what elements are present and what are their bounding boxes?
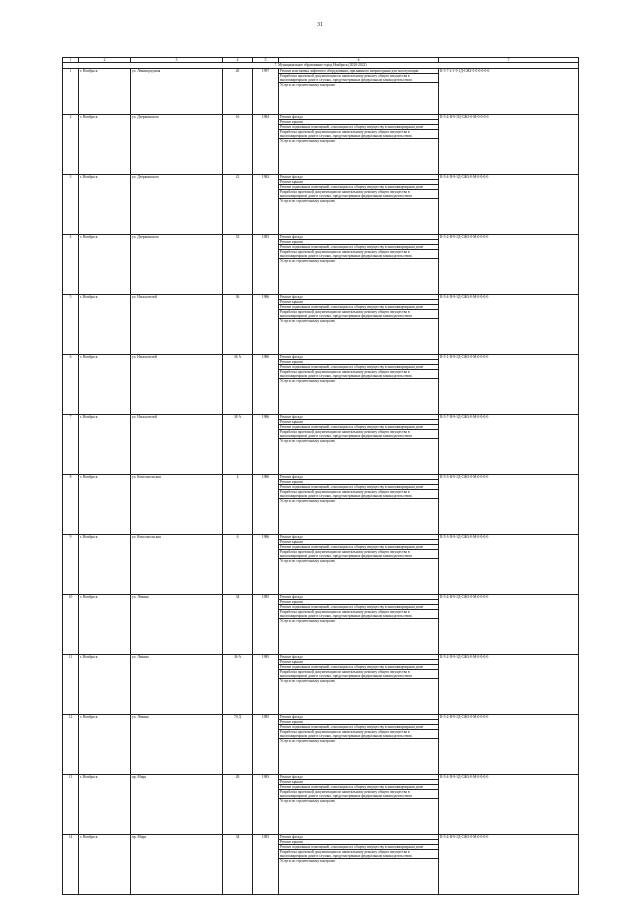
house-number-cell: 28: [223, 775, 253, 835]
city-cell: г. Ноябрьск: [79, 715, 131, 775]
work-item-row: [279, 125, 438, 130]
table-row: [63, 415, 579, 475]
works-list: [279, 535, 438, 564]
code-cell: II-5-3-II-9-1Д-СЖЗ-0-М-0-0-0-0: [439, 535, 579, 595]
work-item: Разработка проектной документации по капитальному ремонту общего имущества в многоквартирном доме в случаях, предусмотренных федеральным законодательством: [279, 790, 438, 799]
work-item: Ремонт крыши: [279, 660, 438, 665]
works-cell: [279, 295, 439, 355]
work-item-row: [279, 319, 438, 324]
work-item: Ремонт крыши: [279, 180, 438, 185]
work-item: Услуги по строительному контролю: [280, 619, 336, 624]
work-item: Ремонт фасада: [279, 595, 438, 600]
work-item-row: [279, 785, 438, 790]
street-cell: пр. Мира: [131, 775, 223, 835]
column-number: 2: [79, 58, 131, 63]
table-row: [63, 475, 579, 535]
year-built-cell: 1986: [253, 475, 279, 535]
table: [62, 57, 579, 895]
works-list: [279, 475, 438, 504]
column-number: 6: [279, 58, 439, 63]
code-cell: II-5-2-II-9-1Д-СЖЗ-0-М-0-0-0-0: [439, 235, 579, 295]
work-item: Услуги по строительному контролю: [280, 379, 336, 384]
work-item: Ремонт фасада: [279, 715, 438, 720]
works-list: [279, 69, 438, 87]
work-item-row: [279, 425, 438, 430]
work-item: Ремонт фасада: [279, 295, 438, 300]
work-item: Ремонт фасада: [279, 115, 438, 120]
code-cell: II-5-1-II-9-1Д-СЖЗ-0-М-0-0-0-0: [439, 355, 579, 415]
table-row: [63, 69, 579, 115]
work-item: Разработка проектной документации по капитальному ремонту общего имущества в многоквартирном доме в случаях, предусмотренных федеральным законодательством: [279, 670, 438, 679]
works-cell: [279, 715, 439, 775]
code-cell: II-5-4-II-9-1Д-СЖЗ-0-М-0-0-0-0: [439, 175, 579, 235]
work-item-row: [279, 499, 438, 504]
works-cell: [279, 835, 439, 895]
house-number-cell: 6: [223, 535, 253, 595]
work-item: Разработка проектной документации по капитальному ремонту общего имущества в многоквартирном доме в случаях, предусмотренных федеральным законодательством: [279, 250, 438, 259]
work-item: Услуги по строительному контролю: [280, 199, 336, 204]
work-item-row: [279, 74, 438, 83]
code-cell: II-5-7-II-9-1Д-СЖЗ-0-М-0-0-0-0: [439, 415, 579, 475]
work-item: Ремонт крыши: [279, 600, 438, 605]
works-cell: [279, 115, 439, 175]
column-number: 3: [131, 58, 223, 63]
code-cell: II-5-2-II-9-1Д-СЖЗ-0-М-0-0-0-0: [439, 655, 579, 715]
works-cell: [279, 595, 439, 655]
row-number-cell: 10: [63, 595, 79, 655]
work-item: Услуги по строительному контролю: [280, 83, 336, 88]
work-item: Разработка проектной документации по капитальному ремонту общего имущества в многоквартирном доме в случаях, предусмотренных федеральным законодательством: [279, 730, 438, 739]
work-item: Разработка проектной документации по капитальному ремонту общего имущества в многоквартирном доме в случаях, предусмотренных федеральным законодательством: [279, 850, 438, 859]
city-cell: г. Ноябрьск: [79, 595, 131, 655]
work-item: Ремонт или замена лифтового оборудования, признанного непригодным для эксплуатации: [279, 69, 438, 74]
work-item-row: [279, 550, 438, 559]
work-item-row: [279, 610, 438, 619]
code-cell: II-5-4-II-9-1Д-СЖЗ-0-М-0-0-0-0: [439, 835, 579, 895]
work-item: Ремонт подвальных помещений, относящихся к общему имуществу в многоквартирном доме: [279, 125, 438, 130]
works-cell: [279, 475, 439, 535]
work-item: Ремонт крыши: [279, 780, 438, 785]
work-item: Разработка проектной документации по капитальному ремонту общего имущества в многоквартирном доме в случаях, предусмотренных федеральным законодательством: [279, 490, 438, 499]
work-item-row: [279, 365, 438, 370]
work-item: Ремонт крыши: [279, 240, 438, 245]
year-built-cell: 1982: [253, 175, 279, 235]
work-item: Услуги по строительному контролю: [280, 259, 336, 264]
row-number-cell: 1: [63, 69, 79, 115]
work-item: Ремонт подвальных помещений, относящихся к общему имуществу в многоквартирном доме: [279, 785, 438, 790]
row-number-cell: 12: [63, 715, 79, 775]
row-number-cell: 7: [63, 415, 79, 475]
work-item-row: [279, 190, 438, 199]
year-built-cell: 1986: [253, 355, 279, 415]
row-number-cell: 9: [63, 535, 79, 595]
repair-program-table: [62, 57, 578, 895]
city-cell: г. Ноябрьск: [79, 355, 131, 415]
code-cell: II-5-4-II-9-1Ц-СЖЗ-0-М-0-0-0-0: [439, 115, 579, 175]
city-cell: г. Ноябрьск: [79, 295, 131, 355]
work-item-row: [279, 490, 438, 499]
works-list: [279, 115, 438, 144]
work-item: Ремонт фасада: [279, 475, 438, 480]
row-number-cell: 5: [63, 295, 79, 355]
house-number-cell: 34: [223, 835, 253, 895]
works-list: [279, 235, 438, 264]
work-item-row: [279, 679, 438, 684]
house-number-cell: 20: [223, 69, 253, 115]
work-item-row: [279, 185, 438, 190]
year-built-cell: 1986: [253, 415, 279, 475]
house-number-cell: 36: [223, 295, 253, 355]
street-cell: ул. Изыскателей: [131, 355, 223, 415]
street-cell: ул. Дзержинского: [131, 235, 223, 295]
work-item: Разработка проектной документации по капитальному ремонту общего имущества в многоквартирном доме в случаях, предусмотренных федеральным законодательством: [279, 130, 438, 139]
row-number-cell: 4: [63, 235, 79, 295]
row-number-cell: 13: [63, 775, 79, 835]
street-cell: ул. Изыскателей: [131, 415, 223, 475]
work-item: Услуги по строительному контролю: [280, 679, 336, 684]
work-item: Ремонт крыши: [279, 420, 438, 425]
work-item: Ремонт крыши: [279, 840, 438, 845]
works-cell: [279, 415, 439, 475]
street-cell: ул. Дзержинского: [131, 115, 223, 175]
work-item: Услуги по строительному контролю: [280, 559, 336, 564]
works-cell: [279, 655, 439, 715]
work-item-row: [279, 559, 438, 564]
work-item-row: [279, 310, 438, 319]
row-number-cell: 8: [63, 475, 79, 535]
work-item: Ремонт подвальных помещений, относящихся к общему имуществу в многоквартирном доме: [279, 425, 438, 430]
work-item: Ремонт подвальных помещений, относящихся к общему имуществу в многоквартирном доме: [279, 725, 438, 730]
works-list: [279, 355, 438, 384]
work-item-row: [279, 665, 438, 670]
works-list: [279, 415, 438, 444]
works-list: [279, 295, 438, 324]
year-built-cell: 1985: [253, 655, 279, 715]
works-cell: [279, 235, 439, 295]
work-item: Ремонт подвальных помещений, относящихся к общему имуществу в многоквартирном доме: [279, 185, 438, 190]
work-item-row: [279, 545, 438, 550]
house-number-cell: 70 Д: [223, 715, 253, 775]
table-row: [63, 775, 579, 835]
work-item: Ремонт подвальных помещений, относящихся к общему имуществу в многоквартирном доме: [279, 665, 438, 670]
work-item-row: [279, 619, 438, 624]
work-item-row: [279, 850, 438, 859]
works-list: [279, 775, 438, 804]
city-cell: г. Ноябрьск: [79, 835, 131, 895]
work-item: Услуги по строительному контролю: [280, 799, 336, 804]
work-item: Ремонт подвальных помещений, относящихся к общему имуществу в многоквартирном доме: [279, 245, 438, 250]
work-item: Разработка проектной документации по капитальному ремонту общего имущества в многоквартирном доме в случаях, предусмотренных федеральным законодательством: [279, 550, 438, 559]
work-item: Ремонт подвальных помещений, относящихся к общему имуществу в многоквартирном доме: [279, 485, 438, 490]
work-item: Ремонт фасада: [279, 655, 438, 660]
code-cell: II-5-4-II-9-1Д-СЖЗ-0-М-0-0-0-0: [439, 595, 579, 655]
street-cell: ул. Ленина: [131, 655, 223, 715]
street-cell: ул. Ленина: [131, 595, 223, 655]
house-number-cell: 36 А: [223, 655, 253, 715]
works-cell: [279, 355, 439, 415]
city-cell: г. Ноябрьск: [79, 175, 131, 235]
work-item-row: [279, 725, 438, 730]
code-cell: II-5-4-II-9-1Д-СЖЗ-0-М-0-0-0-0: [439, 775, 579, 835]
work-item: Ремонт фасада: [279, 775, 438, 780]
work-item-row: [279, 83, 438, 88]
year-built-cell: 1984: [253, 115, 279, 175]
works-list: [279, 655, 438, 684]
city-cell: г. Ноябрьск: [79, 115, 131, 175]
works-list: [279, 175, 438, 204]
work-item: Ремонт фасада: [279, 835, 438, 840]
work-item-row: [279, 845, 438, 850]
work-item: Разработка проектной документации по капитальному ремонту общего имущества в многоквартирном доме в случаях, предусмотренных федеральным законодательством: [279, 370, 438, 379]
year-built-cell: 1997: [253, 69, 279, 115]
year-built-cell: 1983: [253, 235, 279, 295]
work-item: Ремонт подвальных помещений, относящихся к общему имуществу в многоквартирном доме: [279, 305, 438, 310]
column-number: 7: [439, 58, 579, 63]
house-number-cell: 21: [223, 175, 253, 235]
code-cell: II-5-7-2-1-9-1Д-СЖЗ-5-0-0-0-0-0: [439, 69, 579, 115]
work-item-row: [279, 739, 438, 744]
street-cell: ул. Дзержинского: [131, 175, 223, 235]
work-item-row: [279, 259, 438, 264]
work-item: Ремонт крыши: [279, 480, 438, 485]
city-cell: г. Ноябрьск: [79, 775, 131, 835]
work-item-row: [279, 69, 438, 74]
column-number: 5: [253, 58, 279, 63]
work-item: Ремонт подвальных помещений, относящихся к общему имуществу в многоквартирном доме: [279, 605, 438, 610]
house-number-cell: 36 А: [223, 355, 253, 415]
house-number-cell: 33: [223, 235, 253, 295]
table-row: [63, 535, 579, 595]
work-item: Услуги по строительному контролю: [280, 319, 336, 324]
year-built-cell: 1985: [253, 715, 279, 775]
work-item: Разработка проектной документации по капитальному ремонту общего имущества в многоквартирном доме в случаях, предусмотренных федеральным законодательством: [279, 610, 438, 619]
work-item: Ремонт фасада: [279, 235, 438, 240]
work-item: Ремонт подвальных помещений, относящихся к общему имуществу в многоквартирном доме: [279, 845, 438, 850]
year-built-cell: 1983: [253, 835, 279, 895]
work-item-row: [279, 430, 438, 439]
work-item: Ремонт крыши: [279, 720, 438, 725]
table-row: [63, 595, 579, 655]
city-cell: г. Ноябрьск: [79, 69, 131, 115]
work-item: Ремонт подвальных помещений, относящихся к общему имуществу в многоквартирном доме: [279, 365, 438, 370]
code-cell: II-5-4-II-9-1Д-СЖЗ-0-М-0-0-0-0: [439, 295, 579, 355]
street-cell: ул. Комсомольская: [131, 535, 223, 595]
region-title: 7. Муниципальное образование город Ноябрьск (2020-2022): [63, 63, 579, 69]
works-cell: [279, 775, 439, 835]
work-item: Услуги по строительному контролю: [280, 499, 336, 504]
table-row: [63, 235, 579, 295]
work-item: Ремонт фасада: [279, 175, 438, 180]
works-cell: [279, 175, 439, 235]
work-item: Ремонт крыши: [279, 540, 438, 545]
table-row: [63, 835, 579, 895]
work-item-row: [279, 379, 438, 384]
works-cell: [279, 69, 439, 115]
house-number-cell: 16: [223, 115, 253, 175]
street-cell: ул. Ленина: [131, 715, 223, 775]
code-cell: II-5-2-II-9-1Д-СЖЗ-0-М-0-0-0-0: [439, 715, 579, 775]
street-cell: ул. Комсомольская: [131, 475, 223, 535]
row-number-cell: 2: [63, 115, 79, 175]
work-item-row: [279, 605, 438, 610]
row-number-cell: 3: [63, 175, 79, 235]
street-cell: ул. Ленинградская: [131, 69, 223, 115]
table-row: [63, 655, 579, 715]
city-cell: г. Ноябрьск: [79, 475, 131, 535]
street-cell: пр. Мира: [131, 835, 223, 895]
table-row: [63, 295, 579, 355]
work-item: Ремонт фасада: [279, 535, 438, 540]
work-item: Разработка проектной документации по капитальному ремонту общего имущества в многоквартирном доме в случаях, предусмотренных федеральным законодательством: [279, 310, 438, 319]
work-item: Услуги по строительному контролю: [280, 139, 336, 144]
works-list: [279, 595, 438, 624]
work-item: Ремонт крыши: [279, 120, 438, 125]
row-number-cell: 14: [63, 835, 79, 895]
work-item: Услуги по строительному контролю: [280, 739, 336, 744]
works-list: [279, 715, 438, 744]
work-item-row: [279, 730, 438, 739]
city-cell: г. Ноябрьск: [79, 655, 131, 715]
work-item: Разработка проектной документации по капитальному ремонту общего имущества в многоквартирном доме в случаях, предусмотренных федеральным законодательством: [279, 74, 438, 83]
page-number: 31: [317, 22, 323, 28]
row-number-cell: 6: [63, 355, 79, 415]
city-cell: г. Ноябрьск: [79, 235, 131, 295]
work-item: Разработка проектной документации по капитальному ремонту общего имущества в многоквартирном доме в случаях, предусмотренных федеральным законодательством: [279, 430, 438, 439]
work-item-row: [279, 199, 438, 204]
work-item: Ремонт крыши: [279, 360, 438, 365]
works-cell: [279, 535, 439, 595]
work-item-row: [279, 439, 438, 444]
work-item: Услуги по строительному контролю: [280, 439, 336, 444]
work-item-row: [279, 370, 438, 379]
year-built-cell: 1986: [253, 535, 279, 595]
work-item: Услуги по строительному контролю: [280, 859, 336, 864]
table-row: [63, 175, 579, 235]
code-cell: II-5-3-II-9-1Д-СЖЗ-0-М-0-0-0-0: [439, 475, 579, 535]
work-item: Разработка проектной документации по капитальному ремонту общего имущества в многоквартирном доме в случаях, предусмотренных федеральным законодательством: [279, 190, 438, 199]
year-built-cell: 1986: [253, 295, 279, 355]
column-number: 1: [63, 58, 79, 63]
work-item-row: [279, 305, 438, 310]
work-item-row: [279, 859, 438, 864]
year-built-cell: 1985: [253, 595, 279, 655]
work-item-row: [279, 250, 438, 259]
column-number: 4: [223, 58, 253, 63]
work-item-row: [279, 670, 438, 679]
house-number-cell: 4: [223, 475, 253, 535]
street-cell: ул. Изыскателей: [131, 295, 223, 355]
table-row: [63, 115, 579, 175]
table-row: [63, 715, 579, 775]
city-cell: г. Ноябрьск: [79, 415, 131, 475]
work-item: Ремонт крыши: [279, 300, 438, 305]
work-item-row: [279, 485, 438, 490]
work-item-row: [279, 790, 438, 799]
works-list: [279, 835, 438, 864]
work-item-row: [279, 245, 438, 250]
work-item-row: [279, 139, 438, 144]
work-item: Ремонт фасада: [279, 355, 438, 360]
house-number-cell: 34: [223, 595, 253, 655]
work-item: Ремонт фасада: [279, 415, 438, 420]
work-item: Ремонт подвальных помещений, относящихся к общему имуществу в многоквартирном доме: [279, 545, 438, 550]
work-item-row: [279, 130, 438, 139]
city-cell: г. Ноябрьск: [79, 535, 131, 595]
year-built-cell: 1983: [253, 775, 279, 835]
row-number-cell: 11: [63, 655, 79, 715]
work-item-row: [279, 799, 438, 804]
house-number-cell: 38 А: [223, 415, 253, 475]
table-row: [63, 355, 579, 415]
